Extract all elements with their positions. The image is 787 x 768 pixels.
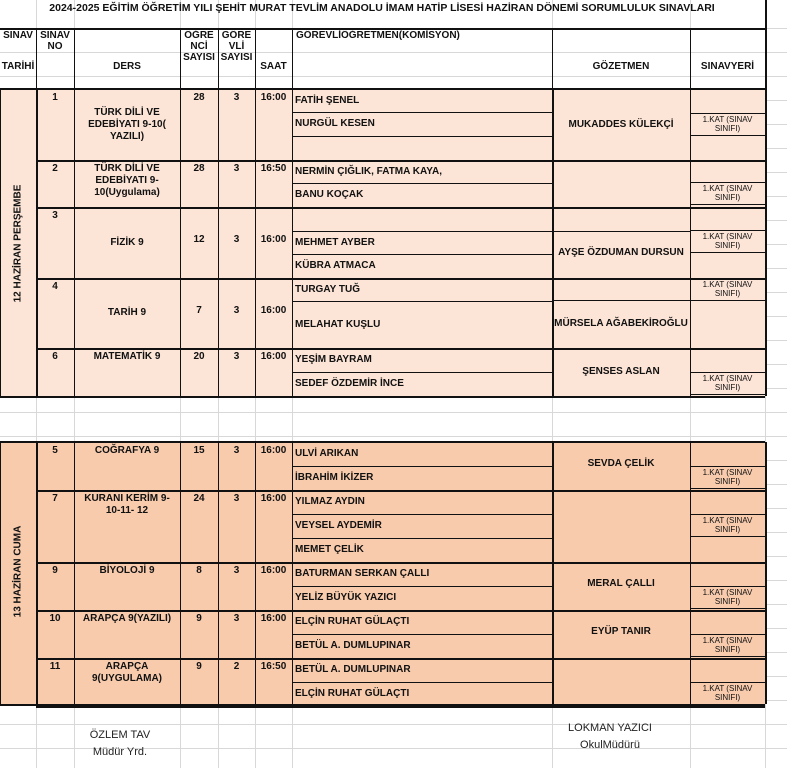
student-count: 20 [193, 351, 205, 362]
teacher-name: SEDEF ÖZDEMİR İNCE [295, 378, 404, 389]
staff-count: 3 [233, 351, 240, 362]
border-line [74, 442, 75, 490]
exam-course: TÜRK DİLİ VE EDEBİYATI 9-10(Uygulama) [94, 163, 160, 198]
teacher-name: NERMİN ÇIĞLIK, FATMA KAYA, [295, 165, 443, 177]
border-line [218, 207, 219, 278]
header-text: SINAV [40, 30, 70, 41]
page-title: 2024-2025 EĞİTİM ÖĞRETİM YILI ŞEHİT MURAT TEVLİM ANADOLU İMAM HATİP LİSESİ HAZİRAN DÖNEMİ SORUMLULUK SINAVLARI [49, 2, 715, 14]
border-line [255, 278, 256, 348]
border-line [690, 204, 765, 205]
teacher-name: BETÜL A. DUMLUPINAR [295, 664, 411, 675]
border-line [552, 562, 690, 563]
exam-time: 16:50 [260, 661, 287, 672]
exam-place: 1.KAT (SINAV SINIFI) [702, 588, 753, 606]
border-line [180, 28, 181, 89]
exam-time: 16:00 [260, 613, 287, 624]
exam-time: 16:00 [260, 92, 287, 103]
teacher-name: YEŞİM BAYRAM [295, 354, 372, 365]
border-line [292, 514, 552, 515]
exam-course: MATEMATİK 9 [93, 351, 161, 362]
border-line [255, 207, 256, 278]
student-count: 9 [196, 613, 202, 624]
border-line [552, 442, 690, 443]
supervisor-name: MERAL ÇALLI [587, 578, 655, 589]
border-line [690, 182, 765, 183]
exam-time: 16:00 [260, 445, 287, 456]
border-line [36, 278, 765, 280]
exam-place: 1.KAT (SINAV SINIFI) [702, 468, 753, 486]
border-line [765, 442, 767, 704]
border-line [218, 278, 219, 348]
signature-left-title: Müdür Yrd. [92, 746, 148, 758]
border-line [0, 442, 1, 704]
header-ogrenci [180, 30, 218, 63]
header-gozetmen: GÖZETMEN [592, 61, 650, 72]
signature-left [70, 727, 170, 761]
border-line [74, 278, 75, 348]
teacher-name: ELÇİN RUHAT GÜLAÇTI [295, 688, 410, 699]
border-line [690, 488, 765, 489]
border-line [255, 160, 256, 207]
border-line [552, 89, 690, 90]
exam-course: ARAPÇA 9(UYGULAMA) [92, 661, 162, 684]
border-line [690, 536, 765, 537]
exam-course: ARAPÇA 9(YAZILI) [82, 613, 172, 624]
header-ders: DERS [113, 61, 141, 72]
border-line [180, 207, 181, 278]
border-line [74, 490, 75, 562]
border-line [292, 372, 552, 373]
day1-label: 12 HAZİRAN PERŞEMBE [12, 184, 24, 303]
border-line [292, 682, 552, 683]
student-count: 7 [196, 305, 202, 316]
border-line [552, 490, 690, 491]
border-line [552, 28, 553, 89]
staff-count: 3 [233, 445, 240, 456]
header-komisyon: GÖREVLİÖĞRETMEN(KOMİSYON) [296, 30, 460, 41]
exam-no: 7 [52, 493, 58, 504]
border-line [765, 89, 767, 396]
staff-count: 3 [233, 493, 240, 504]
staff-count: 3 [233, 92, 240, 103]
border-line [690, 89, 691, 160]
supervisor-name: SEVDA ÇELİK [587, 458, 655, 469]
border-line [690, 113, 765, 114]
border-line [552, 207, 554, 278]
border-line [74, 28, 75, 89]
border-line [292, 89, 293, 160]
grid-line [0, 76, 787, 77]
border-line [292, 538, 552, 539]
border-line [74, 160, 75, 207]
day2-label: 13 HAZİRAN CUMA [12, 525, 24, 618]
exam-place: 1.KAT (SINAV SINIFI) [702, 684, 753, 702]
header-saat: SAAT [260, 61, 287, 72]
border-line [180, 658, 181, 706]
header-text: SAYISI [220, 52, 253, 63]
student-count: 15 [193, 445, 205, 456]
border-line [292, 278, 293, 348]
teacher-name: MELAHAT KUŞLU [295, 318, 381, 330]
exam-place: 1.KAT (SINAV SINIFI) [702, 374, 753, 392]
border-line [292, 301, 552, 302]
exam-no: 11 [49, 661, 61, 672]
signature-right-title: OkulMüdürü [580, 739, 640, 751]
border-line [218, 490, 219, 562]
teacher-name: TURGAY TUĞ [295, 283, 361, 295]
border-line [180, 442, 181, 490]
teacher-name: BANU KOÇAK [295, 189, 364, 200]
teacher-name: YILMAZ AYDIN [295, 496, 365, 507]
header-text: TARİHİ [1, 61, 35, 72]
teacher-name: YELİZ BÜYÜK YAZICI [295, 592, 397, 603]
supervisor-name: ŞENSES ASLAN [582, 366, 660, 377]
exam-time: 16:00 [260, 493, 287, 504]
teacher-name: MEMET ÇELİK [295, 544, 364, 555]
header-text: SINAV [3, 30, 33, 41]
border-line [292, 207, 293, 278]
header-sinav-no [36, 30, 74, 52]
exam-no: 10 [49, 613, 61, 624]
exam-place: 1.KAT (SINAV SINIFI) [702, 280, 753, 298]
exam-course: KURANI KERİM 9-10-11- 12 [84, 493, 170, 516]
border-line [690, 278, 691, 348]
exam-no: 6 [52, 351, 58, 362]
teacher-name: ELÇİN RUHAT GÜLAÇTI [295, 616, 410, 627]
staff-count: 3 [233, 613, 240, 624]
exam-no: 4 [52, 281, 58, 292]
border-line [180, 610, 181, 658]
border-line [690, 586, 765, 587]
border-line [255, 28, 256, 89]
border-line [552, 278, 554, 348]
border-line [292, 28, 293, 89]
border-line [218, 658, 219, 706]
border-line [292, 466, 552, 467]
exam-no: 9 [52, 565, 58, 576]
border-line [292, 112, 552, 113]
border-line [255, 490, 256, 562]
border-line [292, 634, 552, 635]
border-line [552, 396, 690, 397]
teacher-name: BETÜL A. DUMLUPINAR [295, 640, 411, 651]
border-line [690, 490, 691, 562]
teacher-name: FATİH ŞENEL [295, 94, 360, 106]
border-line [690, 300, 765, 301]
teacher-name [292, 207, 552, 231]
border-line [180, 89, 181, 160]
border-line [552, 160, 690, 161]
border-line [255, 610, 256, 658]
border-line [180, 160, 181, 207]
teacher-name: İBRAHİM İKİZER [295, 472, 374, 483]
exam-no: 3 [52, 210, 58, 221]
border-line [690, 135, 765, 136]
exam-place: 1.KAT (SINAV SINIFI) [702, 115, 753, 133]
border-line [0, 704, 765, 705]
header-sinav-tarihi [0, 30, 36, 72]
staff-count: 2 [233, 661, 240, 672]
exam-time: 16:50 [260, 163, 287, 174]
student-count: 28 [193, 163, 205, 174]
exam-no: 5 [52, 445, 58, 456]
student-count: 9 [196, 661, 202, 672]
border-line [218, 562, 219, 610]
header-text: ÖĞRE [184, 30, 214, 41]
border-line [690, 466, 765, 467]
exam-no: 2 [52, 163, 58, 174]
signature-left-name: ÖZLEM TAV [89, 729, 151, 741]
border-line [690, 394, 765, 395]
border-line [180, 348, 181, 396]
border-line [552, 658, 554, 706]
border-line [74, 562, 75, 610]
header-text: SAYISI [183, 52, 215, 63]
staff-count: 3 [233, 565, 240, 576]
border-line [690, 514, 765, 515]
border-line [690, 28, 691, 89]
student-count: 8 [196, 565, 202, 576]
staff-count: 3 [233, 234, 240, 245]
border-line [552, 442, 554, 490]
border-line [690, 634, 765, 635]
header-gorevli [218, 30, 255, 63]
staff-count: 3 [233, 163, 240, 174]
border-line [255, 89, 256, 160]
grid-line [0, 724, 787, 725]
grid-line [0, 436, 787, 437]
exam-place: 1.KAT (SINAV SINIFI) [702, 232, 753, 250]
border-line [36, 706, 765, 708]
border-line [255, 562, 256, 610]
supervisor-name: MUKADDES KÜLEKÇİ [568, 119, 674, 130]
exam-no: 1 [52, 92, 58, 103]
teacher-name: BATURMAN SERKAN ÇALLI [295, 568, 430, 579]
border-line [552, 231, 690, 232]
signature-right [555, 720, 665, 754]
grid-line [0, 52, 787, 53]
border-line [255, 348, 256, 396]
header-sinavyeri: SINAVYERİ [700, 61, 755, 72]
exam-time: 16:00 [260, 565, 287, 576]
exam-course: TARİH 9 [107, 307, 147, 318]
border-line [255, 442, 256, 490]
border-line [552, 160, 554, 207]
exam-course: COĞRAFYA 9 [94, 445, 160, 456]
border-line [690, 278, 765, 279]
student-count: 12 [193, 234, 205, 245]
exam-time: 16:00 [260, 234, 287, 245]
student-count: 24 [193, 493, 205, 504]
exam-place: 1.KAT (SINAV SINIFI) [702, 516, 753, 534]
border-line [552, 490, 554, 562]
signature-right-name: LOKMAN YAZICI [568, 722, 652, 734]
supervisor-name: MÜRSELA AĞABEKİROĞLU [554, 318, 688, 329]
border-line [74, 207, 75, 278]
border-line [36, 442, 38, 704]
border-line [74, 89, 75, 160]
border-line [552, 658, 690, 659]
supervisor-name: EYÜP TANIR [591, 626, 651, 637]
border-line [0, 89, 1, 396]
grid-line [0, 412, 787, 413]
border-line [292, 586, 552, 587]
border-line [690, 682, 765, 683]
border-line [552, 610, 690, 611]
border-line [765, 0, 767, 89]
border-line [255, 658, 256, 706]
border-line [218, 610, 219, 658]
border-line [36, 28, 37, 89]
border-line [690, 608, 765, 609]
border-line [552, 300, 690, 301]
border-line [292, 490, 293, 562]
border-line [552, 610, 554, 658]
border-line [74, 658, 75, 706]
exam-place: 1.KAT (SINAV SINIFI) [702, 184, 753, 202]
exam-course: BİYOLOJİ 9 [99, 565, 155, 576]
exam-place: 1.KAT (SINAV SINIFI) [702, 636, 753, 654]
header-text: NO [47, 41, 63, 52]
border-line [552, 348, 690, 349]
border-line [690, 230, 765, 231]
staff-count: 3 [233, 305, 240, 316]
border-line [218, 89, 219, 160]
supervisor-name: AYŞE ÖZDUMAN DURSUN [558, 247, 684, 258]
header-text: NCİ [190, 41, 208, 52]
exam-course: FİZİK 9 [110, 236, 144, 248]
student-count: 28 [193, 92, 205, 103]
exam-time: 16:00 [260, 305, 287, 316]
teacher-name: NURGÜL KESEN [295, 118, 375, 129]
teacher-name: VEYSEL AYDEMİR [295, 520, 382, 531]
border-line [218, 348, 219, 396]
border-line [36, 207, 765, 209]
teacher-name: MEHMET AYBER [295, 236, 375, 248]
border-line [180, 490, 181, 562]
exam-course: TÜRK DİLİ VE EDEBİYATI 9-10( YAZILI) [88, 106, 166, 142]
exam-time: 16:00 [260, 351, 287, 362]
border-line [690, 372, 765, 373]
border-line [690, 160, 691, 207]
border-line [552, 348, 554, 396]
teacher-name: ULVİ ARIKAN [295, 448, 359, 459]
border-line [218, 442, 219, 490]
border-line [552, 89, 554, 160]
teacher-name: KÜBRA ATMACA [295, 260, 376, 271]
border-line [292, 231, 552, 232]
border-line [552, 562, 554, 610]
border-line [218, 160, 219, 207]
border-line [292, 183, 552, 184]
header-text: VLİ [228, 41, 245, 52]
border-line [218, 28, 219, 89]
border-line [292, 136, 552, 137]
border-line [690, 656, 765, 657]
teacher-name [292, 136, 552, 160]
border-line [180, 278, 181, 348]
border-line [180, 562, 181, 610]
header-text: GÖRE [221, 30, 252, 41]
border-line [74, 610, 75, 658]
border-line [292, 254, 552, 255]
border-line [0, 28, 765, 30]
border-line [690, 207, 691, 278]
border-line [690, 252, 765, 253]
border-line [74, 348, 75, 396]
